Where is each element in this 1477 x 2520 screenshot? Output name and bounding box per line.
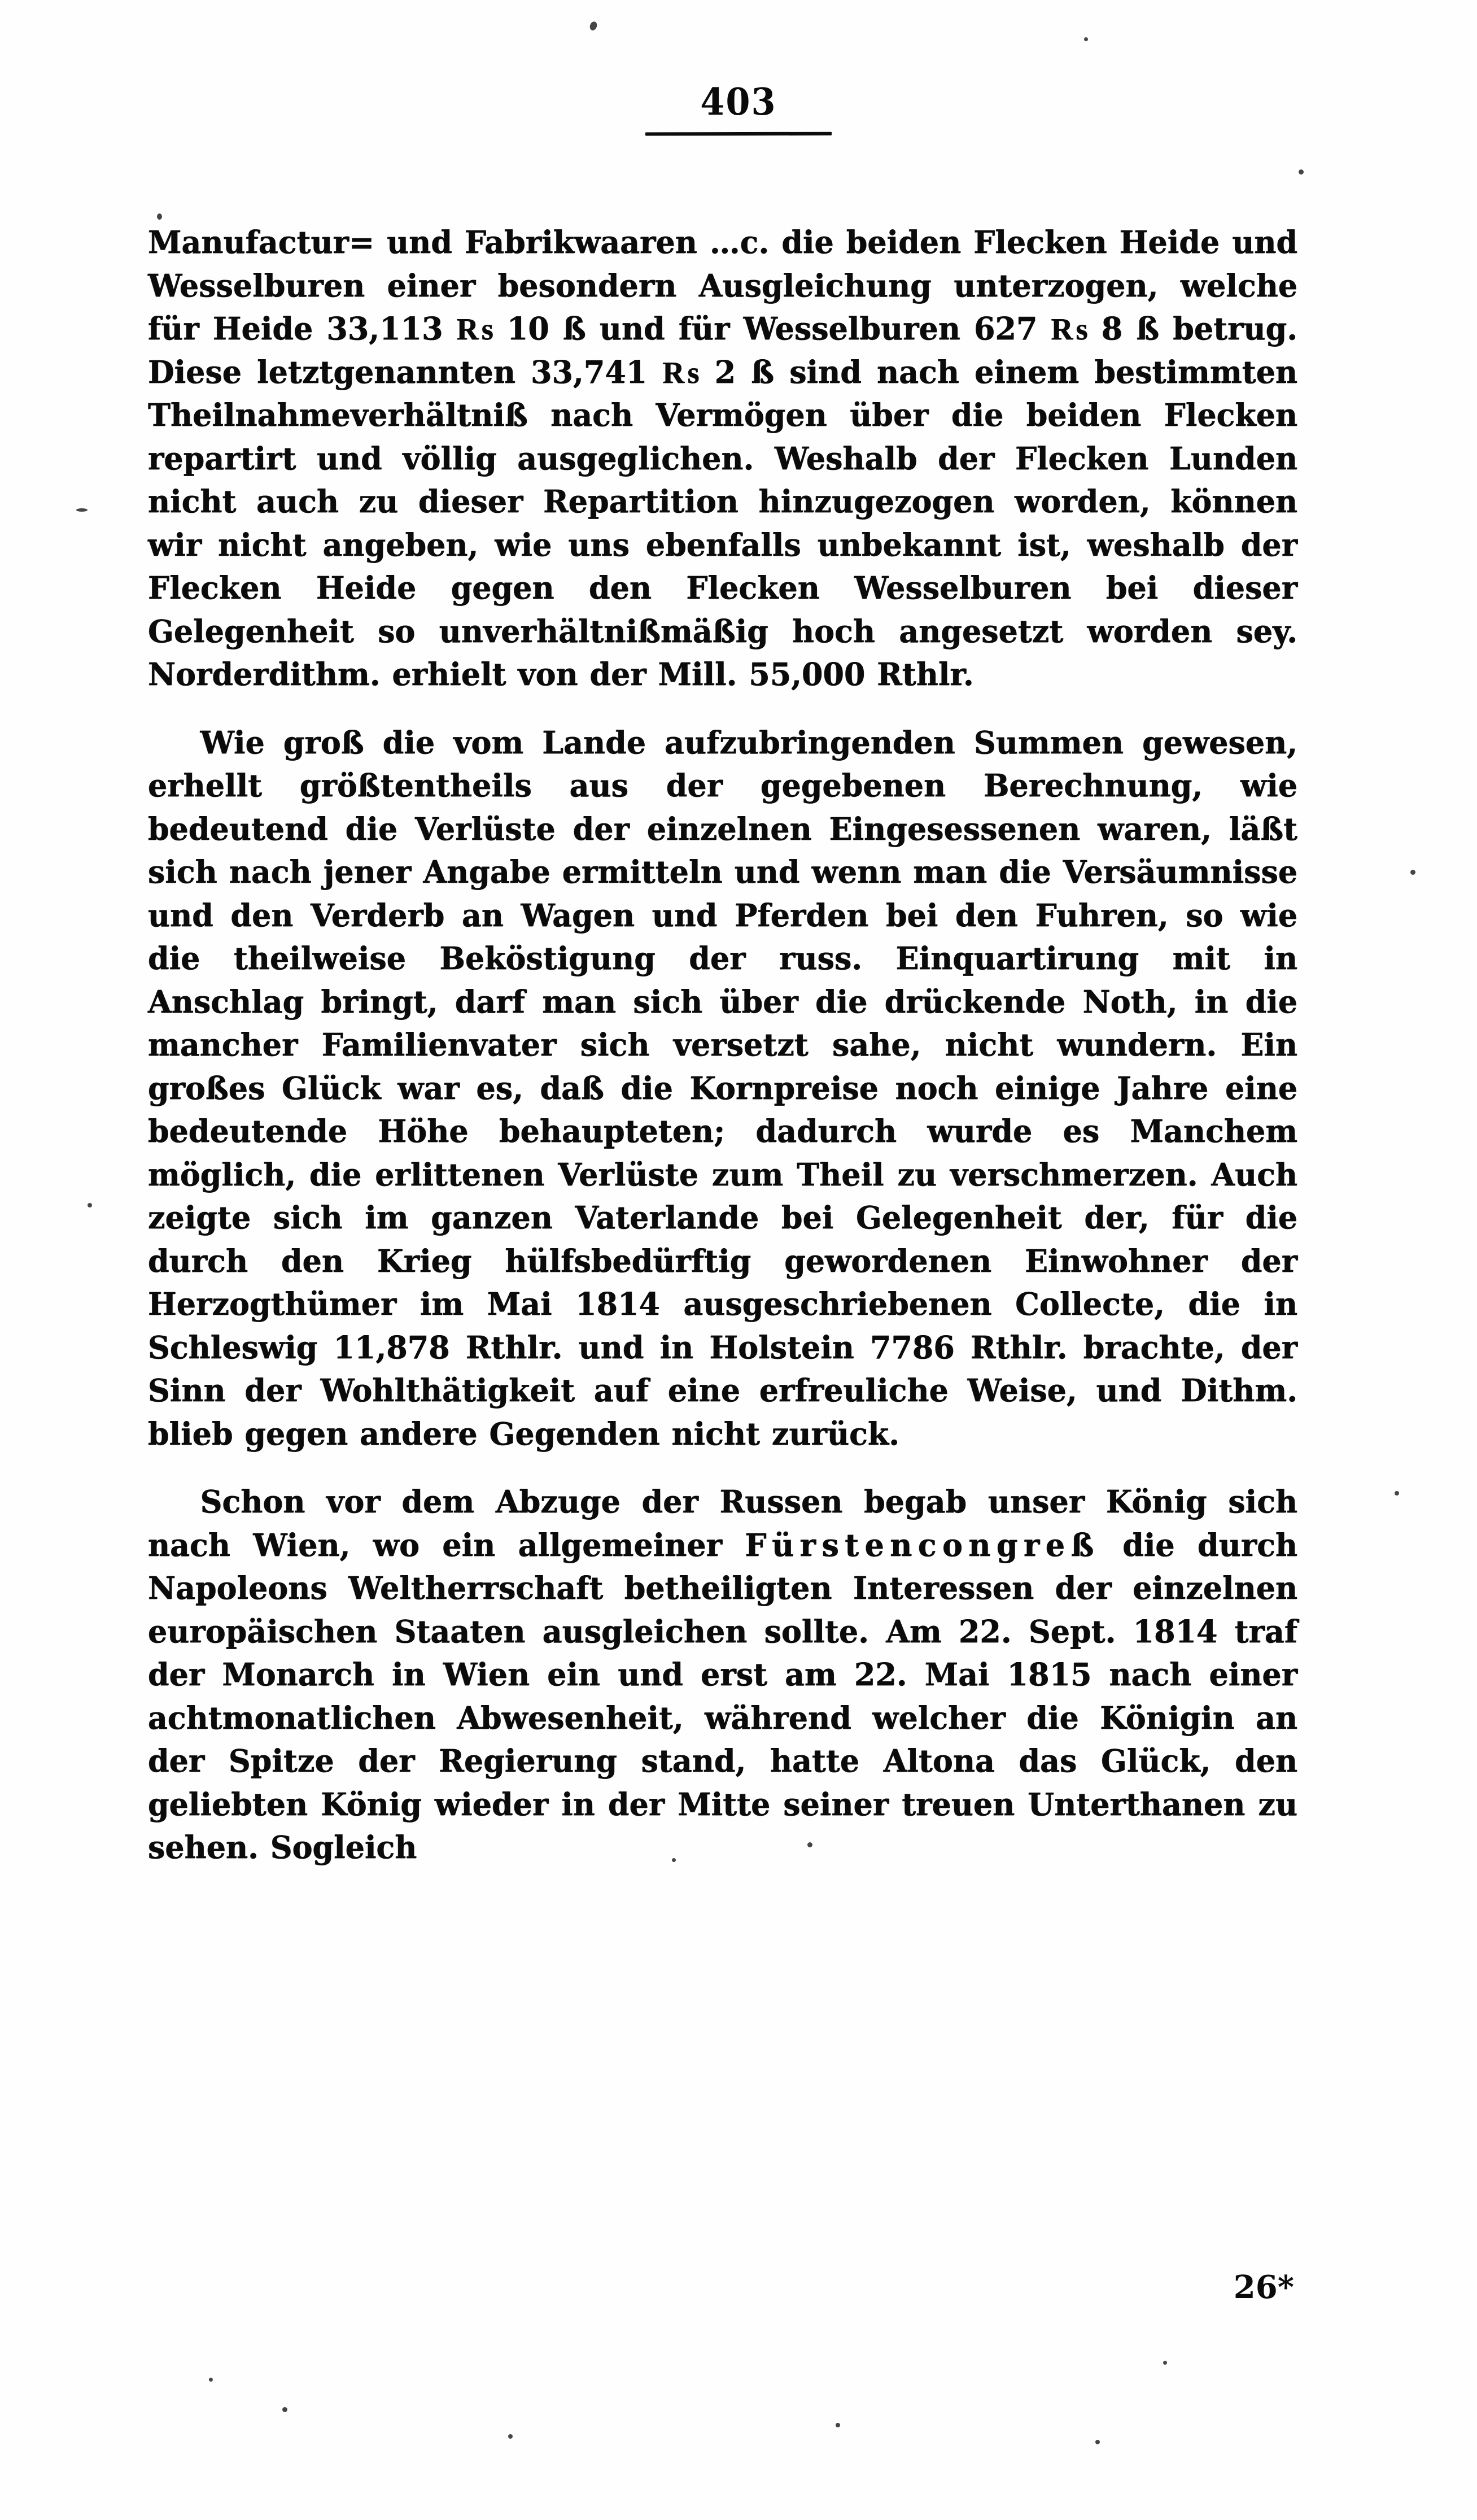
paragraph-text-composite bbox=[148, 1481, 1297, 1870]
paragraph-summen bbox=[148, 722, 1339, 1457]
scan-speck bbox=[282, 2407, 287, 2412]
scan-speck bbox=[157, 213, 162, 220]
scan-speck bbox=[209, 2378, 213, 2382]
body-text-block bbox=[148, 221, 1339, 1870]
scan-speck bbox=[508, 2434, 513, 2439]
paragraph-text: Wie groß die vom Lande aufzubringenden Summen gewesen, erhellt größtentheils aus der gegebenen Berechnung, wie bedeutend die Verlüste der einzelnen Eingesessenen waren, läßt sich nach jener Angabe ermitteln und wenn man die Versäumnisse und den Verderb an Wagen und Pferden bei den Fuhren, so wie die theilweise Beköstigung der russ. Einquartirung mit in Anschlag bringt, darf man sich über die drückende Noth, in die mancher Familienvater sich versetzt sahe, nicht wundern. Ein großes Glück war es, daß die Kornpreise noch einige Jahre eine bedeutende Höhe behaupteten; dadurch wurde es Manchem möglich, die erlittenen Verlüste zum Theil zu verschmerzen. Auch zeigte sich im ganzen Vaterlande bei Gelegenheit der, für die durch den Krieg hülfsbedürftig gewordenen Einwohner der Herzogthümer im Mai 1814 ausgeschriebenen Collecte, die in Schleswig 11,878 Rthlr. und in Holstein 7786 Rthlr. brachte, der Sinn der Wohlthätigkeit auf eine erfreuliche Weise, und Dithm. blieb gegen andere Gegenden nicht zurück. bbox=[148, 724, 1298, 1453]
paragraph-text: Manufactur= und Fabrikwaaren …c. die beiden Flecken Heide und Wesselburen einer besondern Ausgleichung unterzogen, welche für Heide 33,113 ₨ 10 ß und für Wesselburen 627 ₨ 8 ß betrug. Diese letztgenannten 33,741 ₨ 2 ß sind nach einem bestimmten Theilnahmeverhältniß nach Vermögen über die beiden Flecken repartirt und völlig ausgeglichen. Weshalb der Flecken Lunden nicht auch zu dieser Repartition hinzugezogen worden, können wir nicht angeben, wie uns ebenfalls unbekannt ist, weshalb der Flecken Heide gegen den Flecken Wesselburen bei dieser Gelegenheit so unverhältnißmäßig hoch angesetzt worden sey. Norderdithm. erhielt von der Mill. 55,000 Rthlr. bbox=[148, 224, 1298, 693]
scan-speck bbox=[1410, 870, 1415, 875]
scan-speck bbox=[589, 20, 598, 31]
scan-speck bbox=[1095, 2440, 1100, 2444]
scan-speck bbox=[836, 2423, 840, 2427]
signature-mark: 26* bbox=[1233, 2269, 1294, 2306]
page-number: 403 bbox=[700, 80, 777, 124]
scan-speck bbox=[1299, 169, 1304, 175]
scan-speck bbox=[1084, 37, 1088, 41]
page-header bbox=[0, 80, 1477, 136]
paragraph-koenig bbox=[148, 1481, 1339, 1870]
scan-speck bbox=[1163, 2361, 1167, 2365]
emphasized-term-fuerstencongress: Fürstencongreß bbox=[745, 1527, 1100, 1564]
scan-speck bbox=[88, 1203, 92, 1207]
header-rule bbox=[645, 132, 832, 136]
paragraph-text-part-one: Schon vor dem Abzuge der Russen begab unser König sich nach Wien, wo ein allgemeiner bbox=[148, 1484, 1298, 1564]
paragraph-manufactur bbox=[148, 221, 1339, 697]
scan-speck bbox=[76, 508, 88, 512]
paragraph-text-part-two: die durch Napoleons Weltherrschaft betheiligten Interessen der einzelnen europäischen Staaten ausgleichen sollte. Am 22. Sept. 1814 traf der Monarch in Wien ein und erst am 22. Mai 1815 nach einer achtmonatlichen Abwesenheit, während welcher die Königin an der Spitze der Regierung stand, hatte Altona das Glück, den geliebten König wieder in der Mitte seiner treuen Unterthanen zu sehen. Sogleich bbox=[148, 1527, 1298, 1866]
scan-speck bbox=[1395, 1491, 1399, 1496]
